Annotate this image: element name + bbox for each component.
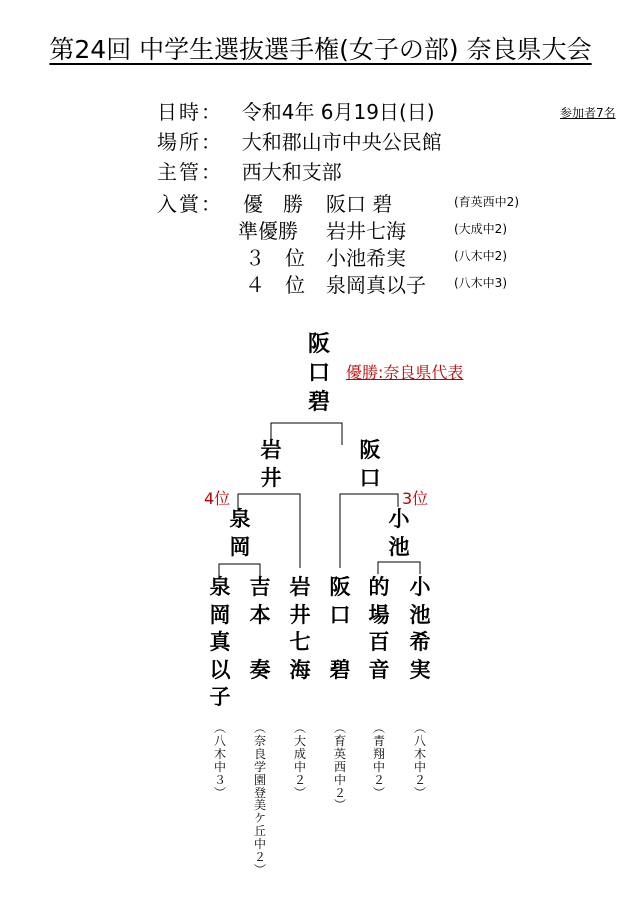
player-school: ︵ 育 英 西 中 ２ ︶ (333, 721, 346, 813)
player-school: ︵ 八 木 中 ２ ︶ (413, 721, 426, 800)
venue-value: 大和郡山市中央公民館 (241, 130, 442, 154)
host-value: 西大和支部 (241, 160, 342, 184)
venue-label: 場所： (157, 130, 223, 154)
award-name: 小池希実 (326, 246, 406, 270)
player-school: ︵ 八 木 中 ３ ︶ (213, 721, 226, 800)
player-name: 的 場 百 音 (368, 575, 390, 682)
champion-char: 口 (307, 361, 330, 386)
award-school: (八木中2) (454, 249, 507, 263)
player-name: 阪 口 碧 (329, 575, 351, 682)
finalist-left: 岩 井 (260, 438, 282, 490)
date-value: 令和4年 6月19日(日) (241, 100, 435, 124)
award-rank: 準優勝 (238, 219, 298, 243)
player-school: ︵ 大 成 中 ２ ︶ (293, 721, 306, 800)
semi-left: 泉 岡 (229, 507, 251, 559)
award-rank: ４ 位 (245, 273, 305, 297)
finalist-right: 阪 口 (359, 438, 381, 490)
award-name: 阪口 碧 (326, 192, 393, 216)
champion-name (303, 330, 335, 417)
award-rank: ３ 位 (245, 246, 305, 270)
award-name: 泉岡真以子 (326, 273, 426, 297)
award-school: (大成中2) (454, 222, 507, 236)
player-name: 小 池 希 実 (409, 575, 431, 682)
award-rank: 優 勝 (243, 192, 303, 216)
date-label: 日時： (157, 100, 223, 124)
player-school: ︵ 奈 良 学 園 登 美 ケ 丘 中 ２ ︶ (253, 721, 266, 877)
player-name: 吉 本 奏 (249, 575, 271, 682)
player-name: 泉 岡 真 以 子 (209, 575, 231, 709)
player-school: ︵ 青 翔 中 ２ ︶ (372, 721, 385, 800)
award-school: (八木中3) (454, 276, 507, 290)
page-title: 第24回 中学生選抜選手権(女子の部) 奈良県大会 (49, 35, 592, 64)
rank-4th: 4位 (204, 489, 231, 508)
champion-char: 碧 (307, 390, 330, 415)
player-name: 岩 井 七 海 (289, 575, 311, 682)
champion-char: 阪 (307, 332, 330, 357)
participants-count: 参加者7名 (560, 106, 616, 120)
award-name: 岩井七海 (326, 219, 406, 243)
semi-right: 小 池 (388, 507, 410, 559)
award-school: (育英西中2) (454, 195, 519, 209)
champion-note: 優勝:奈良県代表 (346, 363, 464, 382)
host-label: 主管： (157, 160, 223, 184)
awards-label: 入賞： (157, 192, 223, 216)
rank-3rd: 3位 (402, 489, 429, 508)
